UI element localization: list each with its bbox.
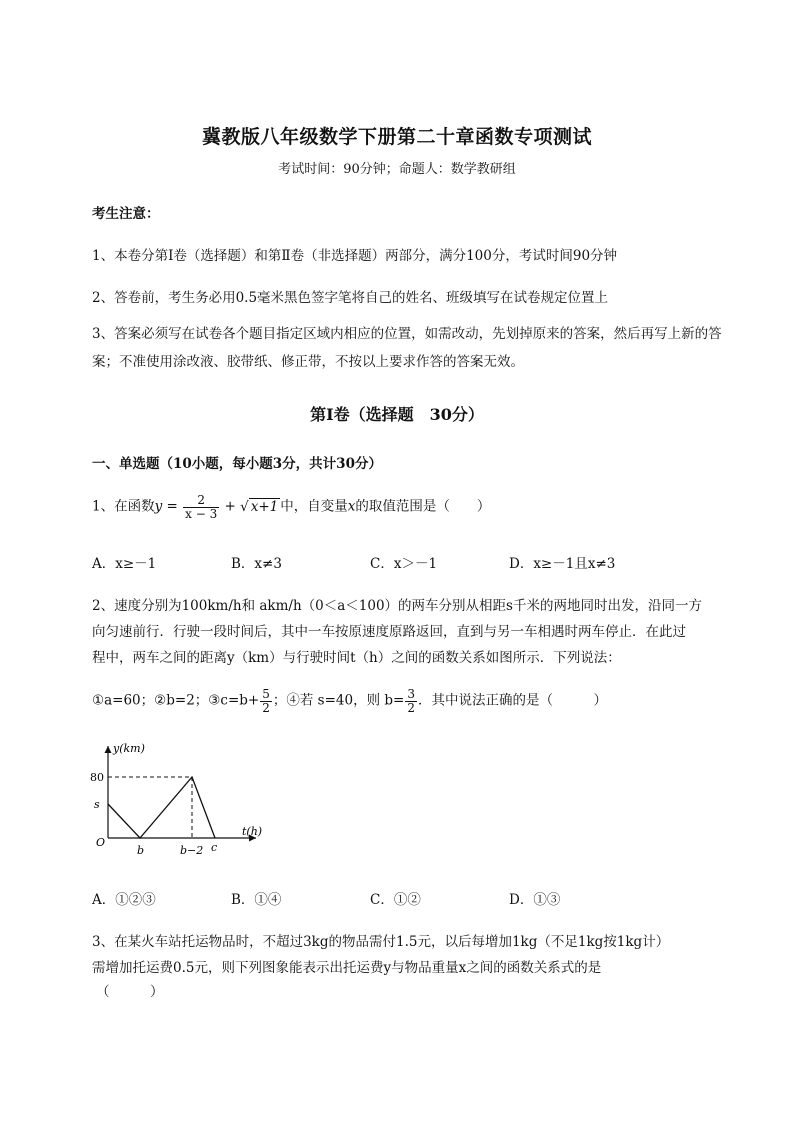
x-axis-label: t(h) (242, 825, 263, 838)
q1-option-a[interactable]: A．x≥－1 (92, 556, 157, 572)
q1-sqrt: √ x+1 (240, 499, 279, 516)
q2-stmt-c: ．其中说法正确的是（ ） (417, 692, 607, 709)
q3-line-1: 3、在某火车站托运物品时，不超过3kg的物品需付1.5元，以后每增加1kg（不足1kg按1kg计） (92, 934, 670, 950)
q2-option-d[interactable]: D．①③ (509, 892, 561, 908)
q2-frac1-den: 2 (262, 700, 270, 715)
q2-line-2: 向匀速前行．行驶一段时间后，其中一车按原速度原路返回，直到与另一车相遇时两车停止．在此过 (92, 624, 686, 640)
notice-item-1: 1、本卷分第I卷（选择题）和第Ⅱ卷（非选择题）两部分，满分100分，考试时间90分钟 (92, 248, 618, 264)
q1-frac-num: 2 (183, 494, 219, 508)
q3-line-3: （ ） (96, 984, 164, 1000)
q2-option-c[interactable]: C．①② (370, 892, 421, 908)
y-tick-s: s (94, 798, 100, 811)
q1-fraction (183, 494, 219, 520)
question-1 (92, 494, 490, 520)
q1-suffix-a: 中，自变量 (280, 498, 348, 515)
q1-var: x (347, 498, 356, 515)
q2-frac1-num: 5 (262, 687, 270, 701)
q1-suffix-b: 的取值范围是（ ） (355, 498, 491, 515)
q2-frac2-num: 3 (407, 687, 415, 701)
exam-info: 考试时间：90分钟；命题人：数学教研组 (278, 162, 516, 177)
q1-frac-den: x − 3 (185, 506, 218, 521)
q2-frac-1 (260, 688, 272, 714)
q2-option-b[interactable]: B．①④ (231, 892, 282, 908)
y-axis-label: y(km) (113, 742, 145, 755)
q2-graph (88, 738, 278, 863)
x-tick-b: b (137, 844, 145, 857)
graph-line (108, 777, 215, 838)
q1-option-b[interactable]: B．x≠3 (231, 556, 282, 572)
origin-label: O (96, 836, 106, 849)
part-title: 一、单选题（10小题，每小题3分，共计30分） (92, 456, 382, 472)
q2-stmt-b: ；④若 s=40，则 b= (272, 692, 405, 709)
section-title: 第I卷（选择题 30分） (310, 405, 484, 424)
page-title: 冀教版八年级数学下册第二十章函数专项测试 (201, 126, 592, 148)
y-tick-80: 80 (90, 771, 104, 784)
q1-eq: = (162, 498, 183, 515)
q1-plus: + (220, 498, 241, 515)
q1-prefix: 1、在函数 (92, 498, 155, 515)
notice-item-3: 3、答案必须写在试卷各个题目指定区域内相应的位置，如需改动，先划掉原来的答案，然后再写上新的答案；不准使用涂改液、胶带纸、修正带，不按以上要求作答的答案无效。 (92, 326, 722, 370)
q1-radicand: x+1 (250, 499, 279, 516)
q2-stmt-a: ①a=60；②b=2；③c=b+ (92, 692, 260, 709)
q2-frac2-den: 2 (407, 700, 415, 715)
x-tick-c: c (211, 841, 218, 854)
q2-statements (92, 688, 607, 714)
q2-option-a[interactable]: A．①②③ (92, 892, 156, 908)
q1-option-d[interactable]: D．x≥－1且x≠3 (509, 556, 616, 572)
q1-y: y (154, 498, 163, 515)
notice-heading: 考生注意： (92, 206, 160, 222)
notice-item-2: 2、答卷前，考生务必用0.5毫米黑色签字笔将自己的姓名、班级填写在试卷规定位置上 (92, 290, 609, 306)
q1-option-c[interactable]: C．x＞－1 (370, 556, 438, 572)
q2-line-1: 2、速度分别为100km/h和 akm/h（0＜a＜100）的两车分别从相距s千米的两地同时出发，沿同一方 (92, 598, 702, 614)
q2-frac-2 (405, 688, 417, 714)
q3-line-2: 需增加托运费0.5元，则下列图象能表示出托运费y与物品重量x之间的函数关系式的是 (92, 960, 602, 976)
x-tick-b2: b−2 (180, 844, 204, 857)
q2-line-3: 程中，两车之间的距离y（km）与行驶时间t（h）之间的函数关系如图所示．下列说法： (92, 650, 621, 666)
